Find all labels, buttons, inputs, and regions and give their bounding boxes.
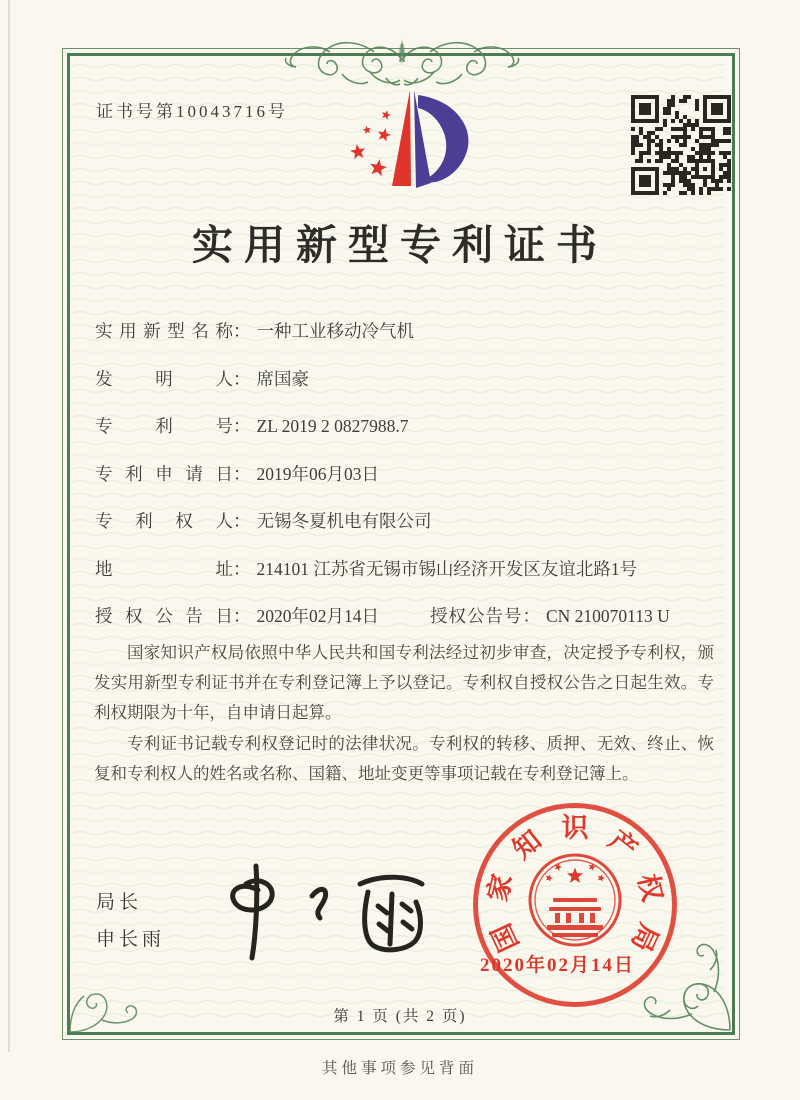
field-address: 地址： 214101 江苏省无锡市锡山经济开发区友谊北路1号 — [95, 556, 715, 604]
field-label: 专利权人 — [95, 511, 233, 531]
certificate-number: 证书号第10043716号 — [96, 102, 288, 121]
field-filing-date: 专利申请日： 2019年06月03日 — [95, 461, 715, 509]
commissioner-block — [96, 884, 165, 958]
scan-page-edge — [8, 0, 10, 1052]
field-label: 专利号 — [95, 416, 233, 436]
commissioner-title: 局长 — [96, 892, 143, 913]
field-label: 专利申请日 — [95, 463, 233, 484]
back-side-note: 其他事项参见背面 — [321, 1060, 478, 1077]
seal-date: 2020年02月14日 — [480, 955, 636, 976]
field-value: 无锡冬夏机电有限公司 — [256, 511, 432, 531]
field-value: ZL 2019 2 0827988.7 — [256, 416, 409, 436]
legal-text — [94, 638, 714, 789]
cnipa-logo-icon — [335, 82, 480, 194]
field-value: 2019年06月03日 — [256, 463, 379, 484]
handwritten-signature-icon — [212, 856, 442, 968]
field-grant-row: 授权公告日： 2020年02月14日 授权公告号： CN 210070113 U — [95, 603, 715, 651]
legal-paragraph-2: 专利证书记载专利权登记时的法律状况。专利权的转移、质押、无效、终止、恢复和专利权人的姓名或名称、国籍、地址变更等事项记载在专利登记簿上。 — [94, 733, 714, 783]
field-label: 发明人 — [95, 368, 233, 389]
legal-paragraph-1: 国家知识产权局依照中华人民共和国专利法经过初步审查，决定授予专利权，颁发实用新型专利证书并在专利登记簿上予以登记。专利权自授权公告之日起生效。专利权期限为十年，自申请日起算。 — [94, 643, 714, 723]
national-emblem-icon — [527, 850, 623, 954]
qr-code — [631, 95, 731, 195]
field-label: 授权公告号 — [430, 606, 523, 626]
field-value: 席国豪 — [256, 368, 309, 389]
certificate-title: 实用新型专利证书 — [192, 222, 608, 268]
field-label: 授权公告日 — [95, 606, 233, 626]
field-value: 一种工业移动冷气机 — [256, 321, 414, 341]
field-inventor: 发明人： 席国豪 — [95, 366, 715, 414]
field-value: 2020年02月14日 — [256, 606, 379, 626]
official-red-seal: 国 家 知 识 产 权 局 — [468, 798, 682, 1012]
page-number: 第 1 页 (共 2 页) — [333, 1008, 467, 1025]
field-list — [95, 318, 715, 651]
field-value: 214101 江苏省无锡市锡山经济开发区友谊北路1号 — [256, 558, 638, 579]
field-patentee: 专利权人： 无锡冬夏机电有限公司 — [95, 508, 715, 556]
field-utility-model-name: 实用新型名称： 一种工业移动冷气机 — [95, 318, 715, 366]
commissioner-name: 申长雨 — [96, 929, 166, 950]
field-grant-number: 授权公告号： CN 210070113 U — [430, 603, 670, 628]
field-label: 地址 — [95, 558, 233, 579]
field-label: 实用新型名称 — [95, 321, 233, 341]
field-patent-number: 专利号： ZL 2019 2 0827988.7 — [95, 413, 715, 461]
field-value: CN 210070113 U — [546, 606, 670, 626]
